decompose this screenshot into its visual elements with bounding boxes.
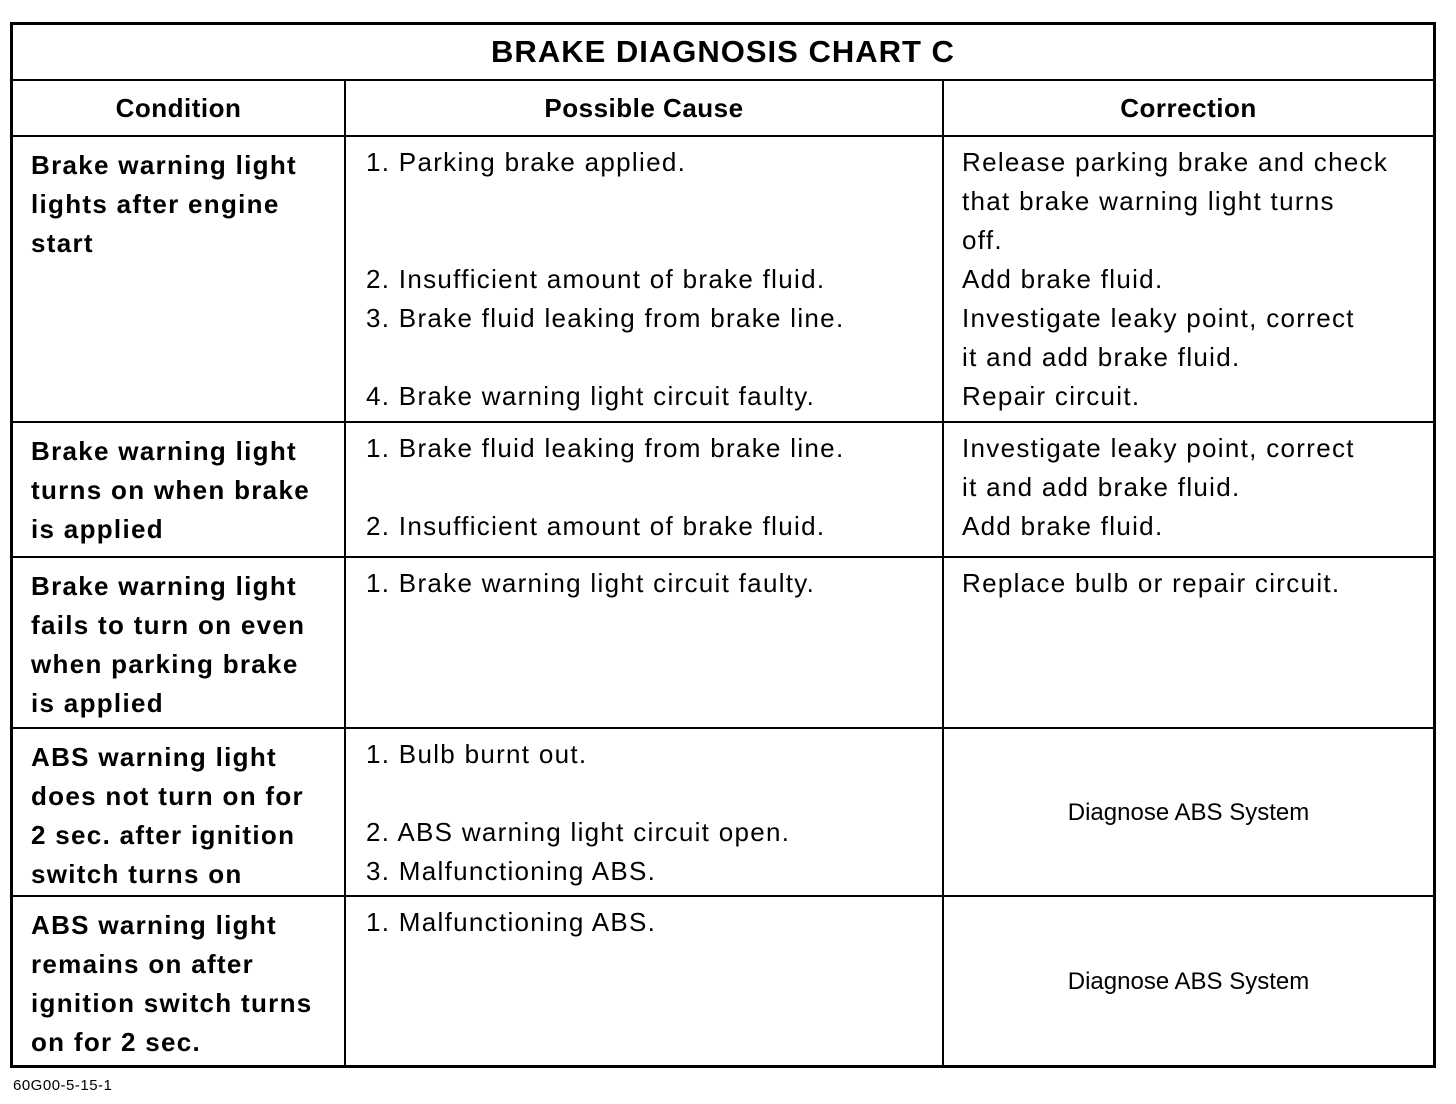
condition-cell: [13, 137, 346, 423]
correction-text: Diagnose ABS System: [1067, 967, 1310, 995]
cause-line: 1. Malfunctioning ABS.: [366, 907, 657, 937]
cause-line: 2. Insufficient amount of brake fluid.: [366, 511, 826, 541]
condition-line: Brake warning light: [31, 571, 297, 601]
condition-line: lights after engine: [31, 189, 280, 219]
cause-line: 2. Insufficient amount of brake fluid.: [366, 264, 826, 294]
line-spacer: [366, 774, 936, 813]
condition-line: on for 2 sec.: [31, 1027, 202, 1057]
line-spacer: [366, 221, 936, 260]
cause-cell: [346, 558, 944, 729]
cause-line: 3. Malfunctioning ABS.: [366, 856, 657, 886]
condition-cell: [13, 558, 346, 729]
cause-line: 1. Brake warning light circuit faulty.: [366, 568, 816, 598]
figure-code: 60G00-5-15-1: [13, 1077, 113, 1094]
line-spacer: [366, 468, 936, 507]
cause-line: 1. Bulb burnt out.: [366, 739, 588, 769]
condition-line: switch turns on: [31, 859, 243, 889]
correction-cell: [944, 897, 1433, 1065]
correction-line: Investigate leaky point, correct: [962, 303, 1355, 333]
chart-title: BRAKE DIAGNOSIS CHART C: [13, 25, 1433, 81]
line-spacer: [366, 182, 936, 221]
condition-line: does not turn on for: [31, 781, 304, 811]
cause-line: 1. Brake fluid leaking from brake line.: [366, 433, 845, 463]
condition-line: ignition switch turns: [31, 988, 313, 1018]
condition-line: start: [31, 228, 94, 258]
header-correction: Correction: [944, 81, 1433, 137]
correction-line: Investigate leaky point, correct: [962, 433, 1355, 463]
correction-line: it and add brake fluid.: [962, 342, 1241, 372]
cause-line: 1. Parking brake applied.: [366, 147, 687, 177]
correction-line: Add brake fluid.: [962, 511, 1164, 541]
condition-line: ABS warning light: [31, 910, 277, 940]
correction-line: Add brake fluid.: [962, 264, 1164, 294]
cause-line: 2. ABS warning light circuit open.: [366, 817, 791, 847]
condition-line: remains on after: [31, 949, 255, 979]
condition-line: is applied: [31, 688, 164, 718]
condition-cell: [13, 729, 346, 897]
cause-cell: [346, 423, 944, 558]
line-spacer: [366, 338, 936, 377]
condition-line: Brake warning light: [31, 150, 297, 180]
condition-line: when parking brake: [31, 649, 299, 679]
header-condition: Condition: [13, 81, 346, 137]
condition-cell: [13, 897, 346, 1065]
correction-line: Replace bulb or repair circuit.: [962, 568, 1341, 598]
condition-line: Brake warning light: [31, 436, 297, 466]
cause-line: 4. Brake warning light circuit faulty.: [366, 381, 816, 411]
condition-line: ABS warning light: [31, 742, 277, 772]
condition-line: is applied: [31, 514, 164, 544]
cause-cell: [346, 897, 944, 1065]
condition-line: fails to turn on even: [31, 610, 306, 640]
correction-cell: [944, 137, 1433, 423]
correction-line: that brake warning light turns: [962, 186, 1335, 216]
correction-cell: [944, 423, 1433, 558]
correction-line: it and add brake fluid.: [962, 472, 1241, 502]
correction-text: Diagnose ABS System: [1067, 798, 1310, 826]
correction-line: Repair circuit.: [962, 381, 1141, 411]
condition-line: turns on when brake: [31, 475, 310, 505]
header-possible-cause: Possible Cause: [346, 81, 944, 137]
correction-cell: [944, 558, 1433, 729]
correction-cell: [944, 729, 1433, 897]
correction-line: Release parking brake and check: [962, 147, 1389, 177]
cause-line: 3. Brake fluid leaking from brake line.: [366, 303, 845, 333]
brake-diagnosis-chart: [10, 22, 1436, 1068]
correction-line: off.: [962, 225, 1003, 255]
condition-line: 2 sec. after ignition: [31, 820, 296, 850]
condition-cell: [13, 423, 346, 558]
cause-cell: [346, 137, 944, 423]
cause-cell: [346, 729, 944, 897]
